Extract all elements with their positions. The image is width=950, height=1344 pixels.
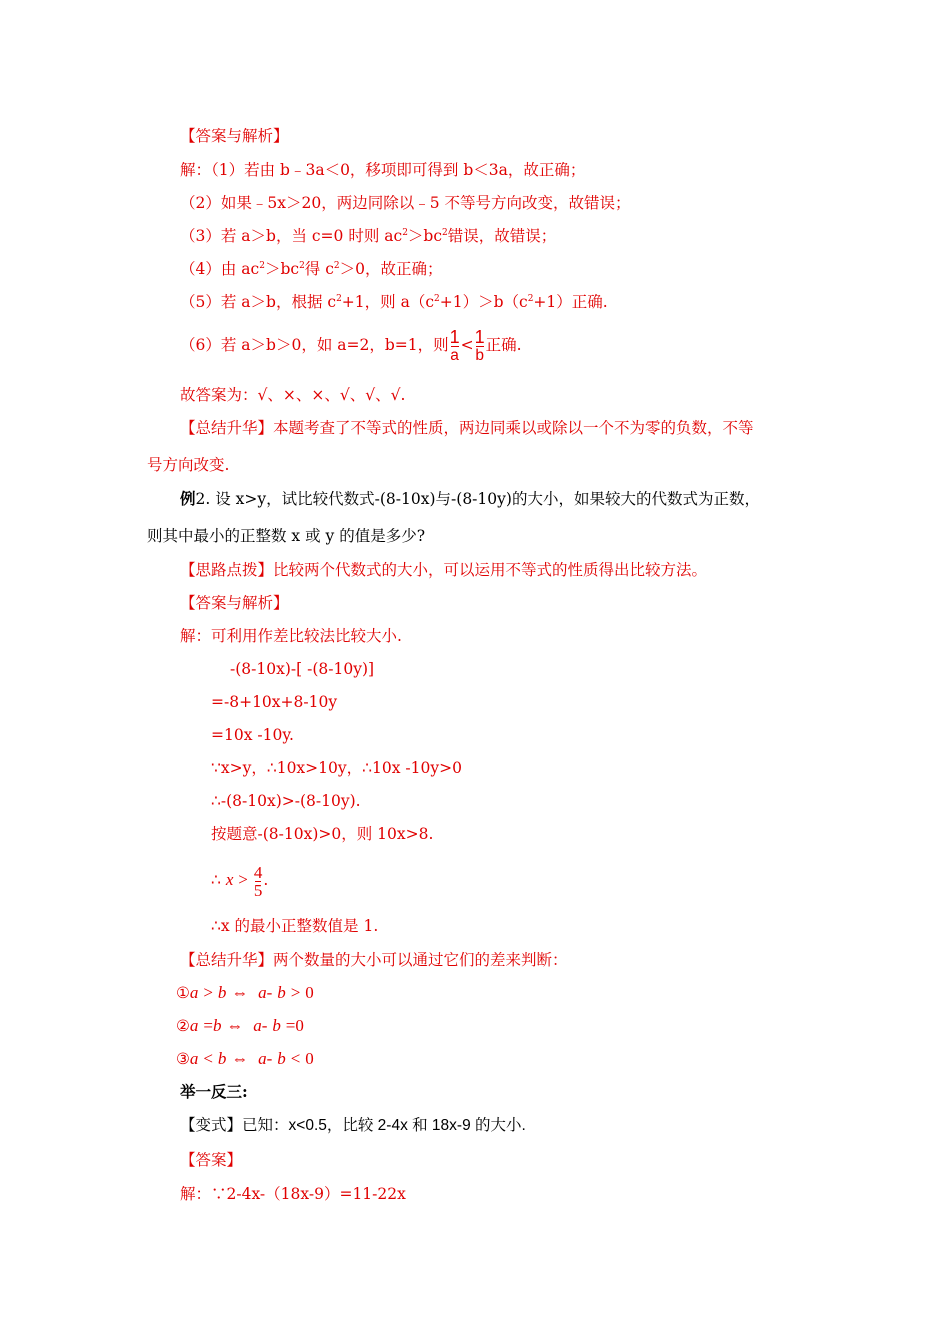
solution-line-6: （6）若 a＞b＞0，如 a=2，b=1，则 $\frac{1}{a}$ < $\frac{1}{b}$ 正确.: [180, 326, 522, 364]
example-2-line-1: 例2. 设 x>y，试比较代数式-(8-10x)与-(8-10y)的大小，如果较大的代数式为正数，: [180, 489, 760, 508]
solution-line-5: （5）若 a＞b，根据 $c^2+1$，则 $a(c^2+1)>b(c^2+1)$正确.: [180, 293, 608, 311]
summary-line-1: 【总结升华】本题考查了不等式的性质，两边同乘以或除以一个不为零的负数，不等: [180, 419, 754, 437]
practice-solution-line: 解：∵2-4x-（18x-9）=11-22x: [180, 1185, 406, 1203]
solution2-line-1: 解：可利用作差比较法比较大小.: [180, 627, 402, 645]
fraction-one-over-b: $\frac{1}{b}$: [474, 326, 485, 364]
example-2-line-2: 则其中最小的正整数 x 或 y 的值是多少?: [147, 527, 426, 545]
solution2-line-7: 按题意-(8-10x)>0，则 10x>8.: [211, 825, 434, 843]
solution-line-1: 解：（1）若由 b﹣3a＜0，移项即可得到 b＜3a，故正确；: [180, 161, 586, 179]
answer-analysis-heading-2: 【答案与解析】: [180, 594, 289, 612]
example-label: 例: [180, 489, 196, 508]
summary2-line: 【总结升华】两个数量的大小可以通过它们的差来判断：: [180, 951, 568, 969]
practice-heading: 举一反三:: [180, 1082, 248, 1101]
solution-line-2: （2）如果﹣5x＞20，两边同除以﹣5 不等号方向改变，故错误；: [180, 194, 631, 212]
solution2-line-2: -(8-10x)-[ -(8-10y)]: [230, 660, 375, 678]
solution-line-3: （3）若 a＞b，当 c=0 时则 $ac^2>bc^2$错误，故错误；: [180, 227, 557, 245]
variant-line: 【变式】已知：x<0.5，比较 2-4x 和 18x-9 的大小.: [180, 1116, 526, 1134]
answer-heading: 【答案】: [180, 1151, 243, 1169]
variant-title: 【变式】: [180, 1116, 243, 1134]
solution2-line-3: =-8+10x+8-10y: [211, 693, 338, 711]
solution-line-4: （4）由 $ac^2>bc^2$得 $c^2>0$，故正确；: [180, 260, 443, 278]
solution2-line-8: ∴ x > $\frac{4}{5}$ .: [211, 862, 269, 900]
comparison-rule-2: ②a =b ⇔ a- b =0: [176, 1016, 304, 1035]
solution2-line-5: ∵x>y，∴10x>10y，∴10x -10y>0: [211, 759, 462, 777]
hint-line: 【思路点拨】比较两个代数式的大小，可以运用不等式的性质得出比较方法。: [180, 561, 708, 579]
summary-title-2: 【总结升华】: [180, 951, 274, 969]
hint-title: 【思路点拨】: [180, 561, 274, 579]
solution2-line-6: ∴-(8-10x)>-(8-10y).: [211, 792, 361, 810]
answer-analysis-heading-1: 【答案与解析】: [180, 127, 289, 145]
fraction-one-over-a: $\frac{1}{a}$: [449, 326, 460, 364]
solution2-line-9: ∴x 的最小正整数值是 1.: [211, 917, 379, 935]
comparison-rule-3: ③a < b ⇔ a- b < 0: [176, 1049, 314, 1068]
comparison-rule-1: ①a > b ⇔ a- b > 0: [176, 983, 314, 1002]
fraction-four-fifths: $\frac{4}{5}$: [253, 862, 263, 900]
summary-line-2: 号方向改变.: [147, 456, 230, 474]
summary-title-1: 【总结升华】: [180, 419, 274, 437]
solution2-line-4: =10x -10y.: [211, 726, 294, 744]
final-answer-line: 故答案为：√、×、×、√、√、√.: [180, 386, 406, 404]
